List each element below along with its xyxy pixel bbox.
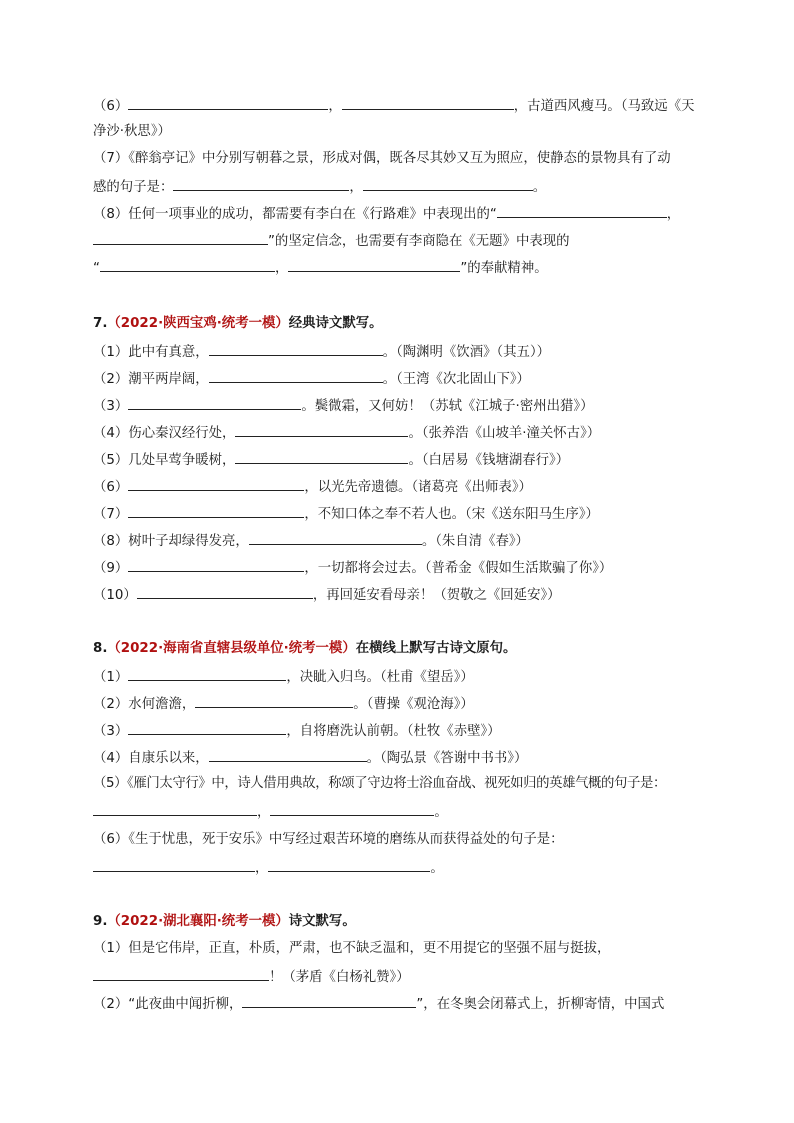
answer-blank[interactable] [235,448,408,464]
q8-item-6-line2: ， 。 [93,856,702,878]
prev-q6-line1: （6） ， ，古道西风瘦马。（马致远《天 [93,94,702,116]
question-9-heading: 9.（2022·湖北襄阳·统考一模）诗文默写。 [93,914,356,929]
q8-item-3: （3） ，自将磨洗认前朝。（杜牧《赤壁》） [93,719,702,741]
q9-item-1-line1: （1）但是它伟岸，正直，朴质，严肃，也不缺乏温和，更不用提它的坚强不屈与挺拔， [93,941,611,956]
q8-item-5-line1: （5）《雁门太守行》中，诗人借用典故，称颂了守边将士浴血奋战、视死如归的英雄气概的句子是： [93,776,667,791]
q8-item-1: （1） ，决眦入归鸟。（杜甫《望岳》） [93,665,702,687]
answer-blank[interactable] [128,394,301,410]
answer-blank[interactable] [93,800,257,816]
prev-q8-line3: “ ， ”的奉献精神。 [93,256,702,278]
q9-item-1-line2: ！（茅盾《白杨礼赞》） [93,965,702,987]
answer-blank[interactable] [363,175,533,191]
prev-q6-line2: 净沙·秋思》） [93,124,171,139]
answer-blank[interactable] [128,502,304,518]
question-8-heading: 8.（2022·海南省直辖县级单位·统考一模）在横线上默写古诗文原句。 [93,641,517,656]
answer-blank[interactable] [242,992,416,1008]
answer-blank[interactable] [128,475,304,491]
prev-q7-line1: （7）《醉翁亭记》中分别写朝暮之景，形成对偶，既各尽其妙又互为照应，使静态的景物具有了动 [93,151,671,166]
prev-q8-line1: （8）任何一项事业的成功，都需要有李白在《行路难》中表现出的“ ， [93,202,702,224]
source-tag: （2022·海南省直辖县级单位·统考一模） [107,641,356,656]
q8-item-2: （2）水何澹澹， 。（曹操《观沧海》） [93,692,702,714]
answer-blank[interactable] [137,583,313,599]
answer-blank[interactable] [288,256,460,272]
answer-blank[interactable] [195,692,353,708]
answer-blank[interactable] [268,856,430,872]
q8-item-4: （4）自康乐以来， 。（陶弘景《答谢中书书》） [93,746,702,768]
answer-blank[interactable] [209,367,383,383]
answer-blank[interactable] [128,94,328,110]
answer-blank[interactable] [93,965,269,981]
answer-blank[interactable] [93,856,255,872]
prev-q8-line2: ”的坚定信念，也需要有李商隐在《无题》中表现的 [93,229,702,251]
answer-blank[interactable] [497,202,667,218]
prev-q7-line2: 感的句子是： ， 。 [93,175,702,197]
q7-item-4: （4）伤心秦汉经行处， 。（张养浩《山坡羊·潼关怀古》） [93,421,702,443]
answer-blank[interactable] [128,556,304,572]
q7-item-8: （8）树叶子却绿得发亮， 。（朱自清《春》） [93,529,702,551]
q7-item-3: （3） 。鬓微霜，又何妨！（苏轼《江城子·密州出猎》） [93,394,702,416]
q7-item-5: （5）几处早莺争暖树， 。（白居易《钱塘湖春行》） [93,448,702,470]
q7-item-9: （9） ，一切都将会过去。（普希金《假如生活欺骗了你》） [93,556,702,578]
q9-item-2-line1: （2）“此夜曲中闻折柳， ”，在冬奥会闭幕式上，折柳寄情，中国式 [93,992,702,1014]
question-7-heading: 7.（2022·陕西宝鸡·统考一模）经典诗文默写。 [93,316,383,331]
q7-item-6: （6） ，以光先帝遗德。（诸葛亮《出师表》） [93,475,702,497]
q7-item-10: （10） ，再回延安看母亲！（贺敬之《回延安》） [93,583,702,605]
answer-blank[interactable] [235,421,408,437]
q8-item-6-line1: （6）《生于忧患，死于安乐》中写经过艰苦环境的磨练从而获得益处的句子是： [93,832,564,847]
q7-item-2: （2）潮平两岸阔， 。（王湾《次北固山下》） [93,367,702,389]
answer-blank[interactable] [342,94,514,110]
answer-blank[interactable] [128,665,286,681]
q8-item-5-line2: ， 。 [93,800,702,822]
answer-blank[interactable] [93,229,268,245]
answer-blank[interactable] [209,746,367,762]
source-tag: （2022·湖北襄阳·统考一模） [107,914,289,929]
source-tag: （2022·陕西宝鸡·统考一模） [107,316,289,331]
answer-blank[interactable] [270,800,434,816]
answer-blank[interactable] [249,529,422,545]
answer-blank[interactable] [128,719,286,735]
answer-blank[interactable] [173,175,349,191]
q7-item-7: （7） ，不知口体之奉不若人也。（宋《送东阳马生序》） [93,502,702,524]
answer-blank[interactable] [100,256,275,272]
answer-blank[interactable] [209,340,383,356]
q7-item-1: （1）此中有真意， 。（陶渊明《饮酒》（其五）） [93,340,702,362]
